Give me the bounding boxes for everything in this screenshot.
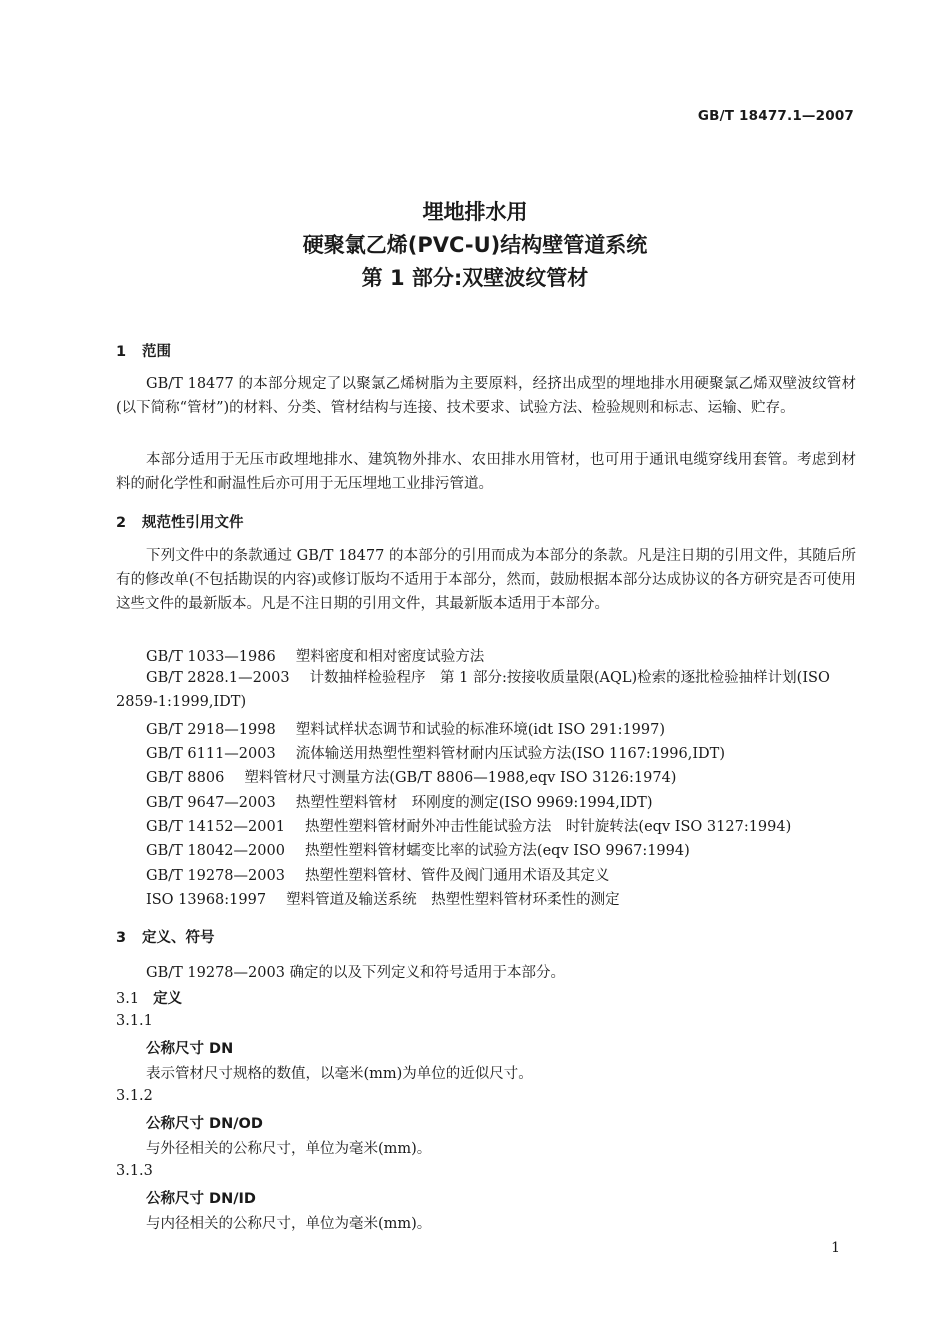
section-number: 3 <box>116 930 127 946</box>
subsection-3-1-heading: 3.1 定义 <box>116 991 183 1007</box>
title-line-1: 埋地排水用 <box>422 200 528 224</box>
term-definition: 与外径相关的公称尺寸，单位为毫米(mm)。 <box>146 1141 432 1157</box>
reference-item: GB/T 9647—2003 热塑性塑料管材 环刚度的测定(ISO 9969:1994,IDT) <box>146 795 653 811</box>
reference-item: GB/T 1033—1986 塑料密度和相对密度试验方法 <box>146 649 485 665</box>
section-number: 1 <box>116 344 127 360</box>
reference-item: GB/T 19278—2003 热塑性塑料管材、管件及阀门通用术语及其定义 <box>146 868 610 884</box>
section-title: 定义、符号 <box>142 930 215 946</box>
reference-item: GB/T 6111—2003 流体输送用热塑性塑料管材耐内压试验方法(ISO 1167:1996,IDT) <box>146 746 726 762</box>
term-name: 公称尺寸 DN/ID <box>146 1191 256 1207</box>
term-name: 公称尺寸 DN <box>146 1041 234 1057</box>
standard-code: GB/T 18477.1—2007 <box>697 108 854 124</box>
reference-item: GB/T 2918—1998 塑料试样状态调节和试验的标准环境(idt ISO 291:1997) <box>146 722 666 738</box>
title-line-3: 第 1 部分:双壁波纹管材 <box>361 266 589 290</box>
section-number: 2 <box>116 515 127 531</box>
section-title: 范围 <box>142 344 171 360</box>
page-number: 1 <box>831 1240 840 1256</box>
section-1-paragraph-1: GB/T 18477 的本部分规定了以聚氯乙烯树脂为主要原料，经挤出成型的埋地排水用硬聚氯乙烯双壁波纹管材(以下简称“管材”)的材料、分类、管材结构与连接、技术要求、试验方法、检验规则和标志、运输、贮存。 <box>116 376 856 416</box>
title-line-2: 硬聚氯乙烯(PVC-U)结构壁管道系统 <box>302 233 648 257</box>
section-title: 规范性引用文件 <box>142 515 244 531</box>
section-2-intro: 下列文件中的条款通过 GB/T 18477 的本部分的引用而成为本部分的条款。凡是注日期的引用文件，其随后所有的修改单(不包括勘误的内容)或修订版均不适用于本部分，然而，鼓励根据本部分达成协议的各方研究是否可使用这些文件的最新版本。凡是不注日期的引用文件，其最新版本适用于本部分。 <box>116 548 856 612</box>
section-3-heading <box>116 926 215 947</box>
reference-item: GB/T 14152—2001 热塑性塑料管材耐外冲击性能试验方法 时针旋转法(eqv ISO 3127:1994) <box>146 819 792 835</box>
section-2-heading <box>116 511 244 532</box>
reference-item: GB/T 8806 塑料管材尺寸测量方法(GB/T 8806—1988,eqv ISO 3126:1974) <box>146 770 677 786</box>
section-3-intro: GB/T 19278—2003 确定的以及下列定义和符号适用于本部分。 <box>146 965 566 981</box>
section-1-paragraph-2: 本部分适用于无压市政埋地排水、建筑物外排水、农田排水用管材，也可用于通讯电缆穿线用套管。考虑到材料的耐化学性和耐温性后亦可用于无压埋地工业排污管道。 <box>116 452 856 492</box>
term-definition: 与内径相关的公称尺寸，单位为毫米(mm)。 <box>146 1216 432 1232</box>
section-1-heading <box>116 340 171 361</box>
term-number: 3.1.2 <box>116 1088 153 1104</box>
term-number: 3.1.1 <box>116 1013 153 1029</box>
term-number: 3.1.3 <box>116 1163 153 1179</box>
reference-item: GB/T 2828.1—2003 计数抽样检验程序 第 1 部分:按接收质量限(AQL)检索的逐批检验抽样计划(ISO 2859-1:1999,IDT) <box>116 670 830 710</box>
reference-item: GB/T 18042—2000 热塑性塑料管材蠕变比率的试验方法(eqv ISO 9967:1994) <box>146 843 690 859</box>
term-definition: 表示管材尺寸规格的数值，以毫米(mm)为单位的近似尺寸。 <box>146 1066 533 1082</box>
term-name: 公称尺寸 DN/OD <box>146 1116 263 1132</box>
reference-item: ISO 13968:1997 塑料管道及输送系统 热塑性塑料管材环柔性的测定 <box>146 892 620 908</box>
